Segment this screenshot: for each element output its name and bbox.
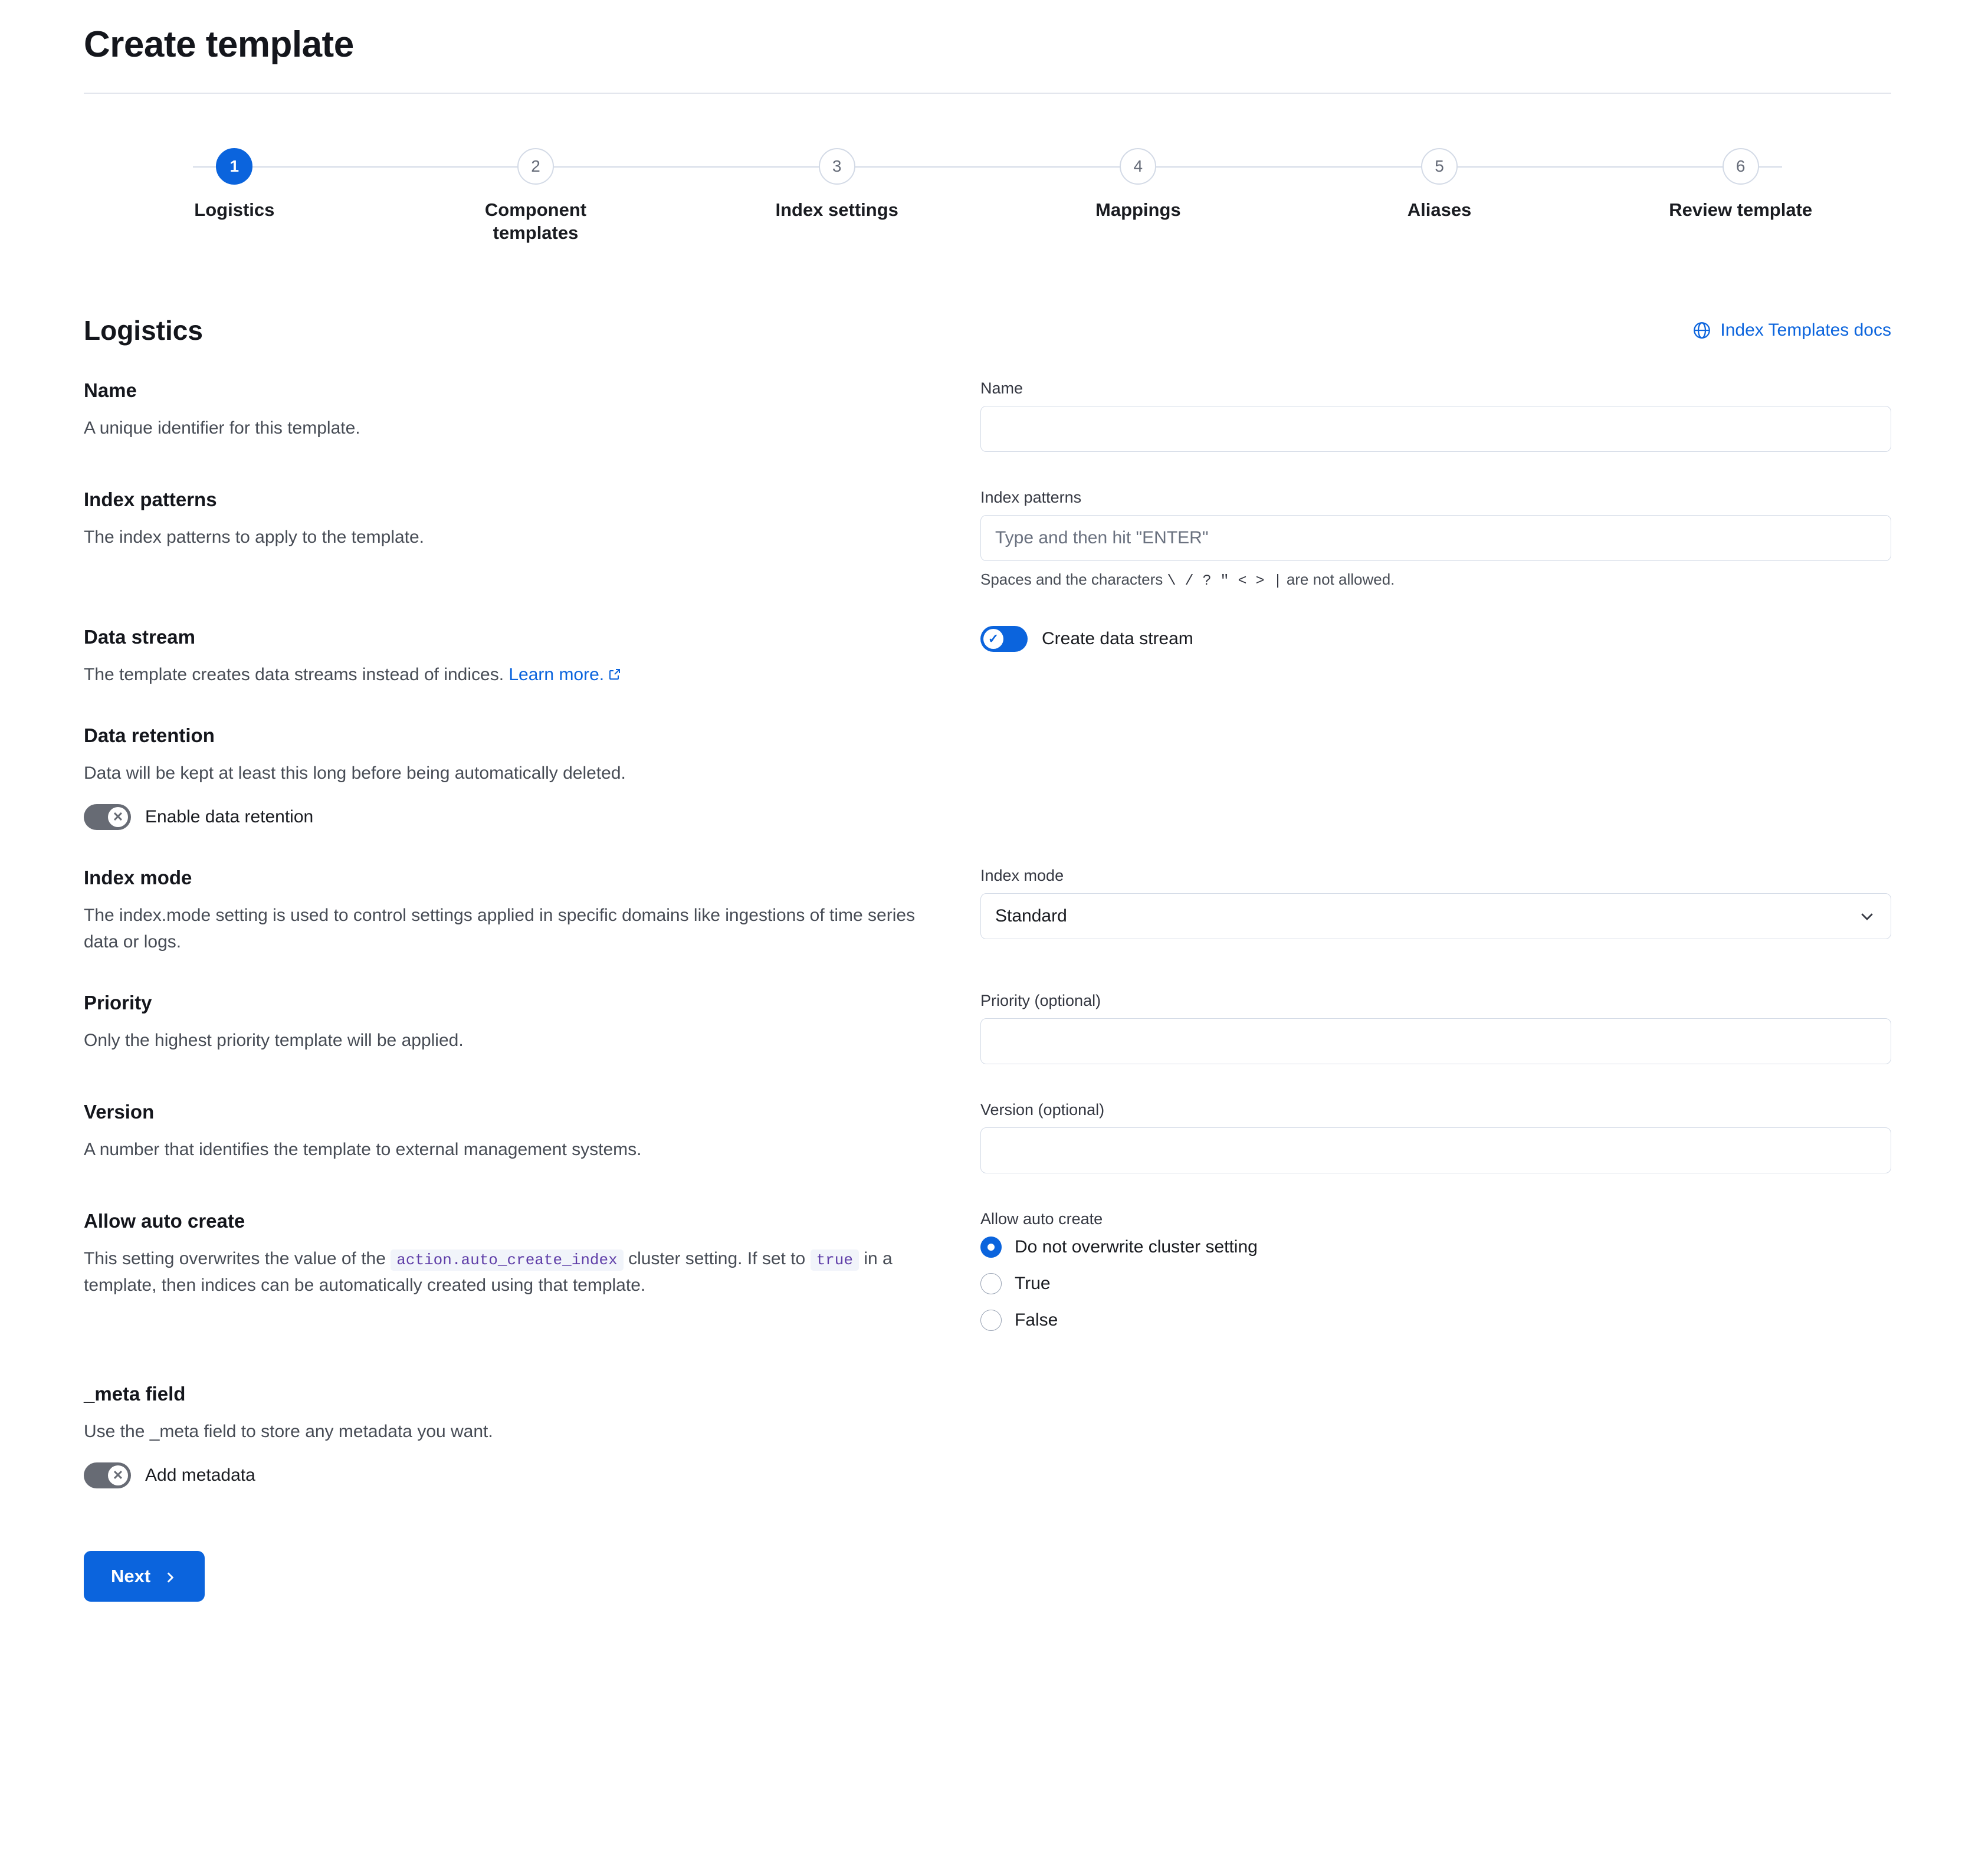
step-logistics[interactable] [84,148,385,222]
step-number-4: 4 [1120,148,1156,185]
row-priority [84,992,1891,1064]
enable-data-retention-toggle[interactable] [84,804,131,830]
name-input[interactable] [980,406,1891,452]
block-meta-field [84,1383,1891,1488]
row-index-mode [84,867,1891,955]
cross-icon: ✕ [112,1467,124,1483]
chevron-right-icon [162,1569,178,1584]
radio-indicator[interactable] [980,1310,1002,1331]
help-suffix: are not allowed. [1286,570,1395,588]
external-link-icon [608,662,622,677]
row-allow-auto-create [84,1210,1891,1346]
radio-option-true[interactable] [980,1273,1891,1294]
cross-icon: ✕ [112,809,124,824]
aac-desc-part2: cluster setting. If set to [628,1248,806,1268]
priority-description [84,992,980,1054]
allow-auto-create-control [980,1210,1891,1346]
step-label-6: Review template [1669,199,1813,220]
enable-data-retention-row [84,804,1891,830]
step-review-template[interactable] [1590,148,1891,222]
enable-data-retention-label: Enable data retention [145,806,314,827]
step-indicator [84,148,1891,245]
index-templates-docs-link[interactable] [1692,320,1891,340]
allow-auto-create-title: Allow auto create [84,1209,245,1232]
data-stream-desc [84,661,933,688]
row-index-patterns [84,488,1891,589]
name-desc: A unique identifier for this template. [84,418,360,438]
priority-control [980,992,1891,1064]
docs-link-label: Index Templates docs [1720,320,1891,340]
add-metadata-toggle[interactable] [84,1462,131,1488]
version-control [980,1101,1891,1173]
index-mode-desc: The index.mode setting is used to control settings applied in specific domains like ingestions of time series data or logs. [84,905,916,952]
index-patterns-description [84,488,980,550]
data-stream-title: Data stream [84,625,195,648]
index-patterns-input-label: Index patterns [980,488,1082,506]
help-chars: \ / ? " < > | [1167,572,1282,589]
index-mode-title: Index mode [84,866,192,888]
help-circle-icon [1692,320,1712,340]
create-data-stream-label: Create data stream [1042,628,1193,648]
row-data-stream [84,626,1891,688]
aac-desc-part1: This setting overwrites the value of the [84,1248,386,1268]
name-input-label: Name [980,379,1023,397]
radio-indicator[interactable] [980,1237,1002,1258]
step-number-1: 1 [216,148,252,185]
index-mode-description [84,867,980,955]
step-number-2: 2 [517,148,554,185]
radio-option-do-not-overwrite[interactable] [980,1237,1891,1258]
step-label-2: Component templates [484,199,587,243]
divider [84,93,1891,94]
radio-label-2: False [1015,1310,1058,1330]
create-data-stream-row [980,626,1891,652]
version-description [84,1101,980,1163]
allow-auto-create-description [84,1210,980,1298]
index-patterns-input[interactable] [980,515,1891,561]
data-stream-description [84,626,980,688]
toggle-knob [983,629,1003,649]
radio-option-false[interactable] [980,1310,1891,1331]
radio-label-0: Do not overwrite cluster setting [1015,1237,1258,1257]
index-mode-control [980,867,1891,939]
section-header [84,314,1891,346]
add-metadata-label: Add metadata [145,1465,255,1485]
meta-field-desc: Use the _meta field to store any metadata you want. [84,1421,493,1441]
data-stream-control [980,626,1891,652]
version-title: Version [84,1100,155,1123]
create-data-stream-toggle[interactable] [980,626,1028,652]
allow-auto-create-input-label: Allow auto create [980,1209,1103,1228]
name-control [980,379,1891,452]
toggle-knob [108,1465,128,1485]
block-data-retention [84,724,1891,830]
data-retention-desc: Data will be kept at least this long before being automatically deleted. [84,763,626,783]
add-metadata-row [84,1462,1891,1488]
name-title: Name [84,379,137,401]
data-retention-title: Data retention [84,724,215,746]
index-mode-select-wrap [980,893,1891,939]
step-number-6: 6 [1723,148,1759,185]
page-title: Create template [84,24,354,65]
radio-label-1: True [1015,1273,1051,1293]
next-button[interactable] [84,1551,205,1602]
aac-code-1: action.auto_create_index [391,1249,623,1271]
step-label-1: Logistics [194,199,275,220]
step-mappings[interactable] [988,148,1289,222]
logistics-form [84,379,1891,1602]
index-mode-input-label: Index mode [980,866,1064,884]
index-mode-selected-value: Standard [995,906,1067,926]
index-patterns-control [980,488,1891,589]
version-input-label: Version (optional) [980,1100,1105,1119]
meta-field-title: _meta field [84,1382,186,1405]
index-mode-select[interactable] [980,893,1891,939]
next-button-label: Next [111,1565,151,1586]
data-stream-desc-text: The template creates data streams instead of indices. [84,664,504,684]
step-index-settings[interactable] [686,148,988,222]
step-number-5: 5 [1421,148,1458,185]
index-patterns-help [980,570,1891,589]
index-patterns-title: Index patterns [84,488,217,510]
version-input[interactable] [980,1127,1891,1173]
version-desc: A number that identifies the template to external management systems. [84,1139,642,1159]
step-label-3: Index settings [775,199,898,220]
aac-desc-part3: in a template, then indices can be automatically created using that template. [84,1248,893,1295]
check-icon: ✓ [988,631,999,646]
step-component-templates[interactable] [385,148,687,245]
step-number-3: 3 [819,148,855,185]
data-stream-learn-more-link[interactable]: Learn more. [508,664,605,684]
index-patterns-desc: The index patterns to apply to the template. [84,527,425,547]
help-prefix: Spaces and the characters [980,570,1163,588]
name-description [84,379,980,441]
radio-indicator[interactable] [980,1273,1002,1294]
priority-desc: Only the highest priority template will be applied. [84,1030,464,1050]
priority-input[interactable] [980,1018,1891,1064]
step-aliases[interactable] [1289,148,1590,222]
priority-input-label: Priority (optional) [980,991,1101,1009]
section-title: Logistics [84,314,203,346]
title-divider-wrap [0,93,1975,94]
priority-title: Priority [84,991,152,1014]
toggle-knob [108,807,128,827]
row-name [84,379,1891,452]
step-label-4: Mappings [1095,199,1181,220]
aac-code-2: true [811,1249,859,1271]
allow-auto-create-radio-group [980,1237,1891,1331]
allow-auto-create-desc [84,1245,933,1298]
page-header [0,0,1975,65]
row-version [84,1101,1891,1173]
step-label-5: Aliases [1407,199,1472,220]
